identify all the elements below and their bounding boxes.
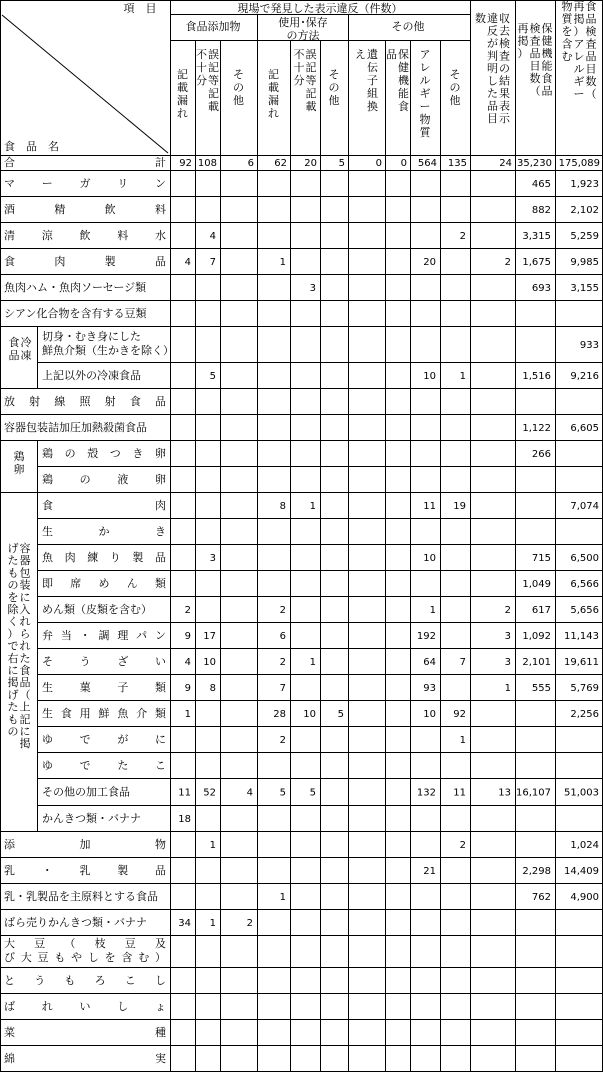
data-cell: 1 [504,683,511,694]
data-cell: 13 [498,787,511,799]
data-cell: 9,985 [570,257,599,268]
row-label: ゆ で た こ [42,759,166,772]
data-cell: 2,102 [570,205,599,216]
row-label-2: 鮮魚介類（生かきを除く） [42,344,174,357]
data-cell: 2 [279,735,286,746]
row-label: 魚肉ハム・魚肉ソーセージ類 [4,281,147,294]
data-cell: 16,107 [516,787,551,799]
svg-text:容器包装に入れられた食品（上記に掲げたものを除く）で右に掲げ: 容器包装に入れられた食品（上記に掲げたものを除く）で右に掲げたもの [7,542,31,751]
data-cell: 1,049 [522,579,551,590]
header-gm [355,47,378,113]
row-label: マ ー ガ リ ン [4,177,166,190]
data-cell: 4 [209,231,216,242]
data-cell: 10 [303,709,316,720]
data-cell: 5,656 [570,605,599,616]
header-health [386,47,410,113]
header-other: その他 [449,68,461,107]
total-cell: 24 [499,158,512,169]
svg-text:誤記等記載不十分: 誤記等記載不十分 [293,48,317,113]
data-cell: 5 [279,787,286,799]
data-cell: 19,611 [564,657,599,668]
data-cell: 1,675 [522,257,551,268]
data-cell: 1 [459,371,466,382]
data-cell: 51,003 [564,787,599,799]
row-label: 乳・乳製品を主原料とする食品 [4,890,158,903]
data-cell: 2 [459,840,466,851]
data-cell: 10 [423,371,436,382]
data-cell: 5 [209,371,216,382]
row-label: ゆ で が に [42,733,166,746]
data-cell: 1 [309,657,316,668]
data-cell: 1 [429,605,436,616]
data-cell: 7 [459,657,466,668]
data-cell: 9 [184,631,191,642]
row-label: 生 か き [42,525,166,538]
total-cell: 35,230 [517,158,552,169]
total-cell: 6 [247,158,254,169]
row-label: 生 菓 子 類 [42,681,166,694]
total-cell: 5 [338,158,345,169]
data-cell: 1 [279,257,286,268]
data-cell: 1 [184,709,191,720]
data-cell: 34 [178,918,191,929]
data-cell: 7 [279,683,286,694]
data-cell: 28 [273,709,286,720]
data-cell: 2,101 [522,657,551,668]
data-cell: 192 [416,631,436,642]
data-cell: 8 [279,501,286,512]
data-cell: 2,298 [522,866,551,877]
total-cell: 92 [179,158,192,169]
data-cell: 1 [209,840,216,851]
data-cell: 6,566 [570,579,599,590]
data-cell: 11 [178,787,191,799]
data-cell: 715 [531,553,551,564]
row-label: 大 豆 （ 枝 豆 及 [4,937,166,950]
corner-bottom-label: 食 品 名 [4,140,59,153]
svg-text:保健機能食品: 保健機能食品 [386,48,409,113]
data-cell: 5,259 [570,231,599,242]
data-cell: 11,143 [564,631,599,642]
row-label: そ う ざ い [42,655,166,668]
other-title: その他 [391,20,425,33]
data-cell: 6 [279,631,286,642]
data-cell: 11 [453,787,466,799]
group-label-frozen: 冷凍食品 [8,336,32,362]
data-cell: 1 [309,501,316,512]
row-label: 魚 肉 練 り 製 品 [42,551,166,564]
total-label: 合 [4,156,15,169]
data-cell: 64 [423,657,436,668]
data-cell: 4 [184,657,191,668]
data-cell: 20 [423,257,436,268]
svg-text:食品検査品目数（再掲）アレルギー物質を含む: 食品検査品目数（再掲）アレルギー物質を含む [561,0,597,101]
total-label-right: 計 [155,156,166,169]
row-label: 即 席 め ん 類 [42,577,166,590]
data-cell: 1 [279,892,286,903]
data-cell: 2 [504,605,511,616]
header-collected [475,11,511,125]
group-label-egg: 鶏卵 [13,450,25,476]
header-additive-other: その他 [233,68,244,107]
header-allergy: アレルギー物質 [419,48,431,139]
data-cell: 1,122 [522,423,551,434]
group-title: 現場で発見した表示違反（件数） [237,2,403,15]
header-health-count [518,21,554,98]
row-label: ば れ い し ょ [4,1000,166,1013]
total-cell: 20 [304,158,317,169]
total-cell: 175,089 [558,158,600,169]
svg-text:誤記等記載不十分: 誤記等記載不十分 [196,48,219,113]
svg-text:収去検査の結果表示違反が判明した品目数: 収去検査の結果表示違反が判明した品目数 [475,12,510,125]
corner-top-label: 項 目 [123,2,157,15]
data-cell: 6,605 [570,423,599,434]
row-label: 放 射 線 照 射 食 品 [4,395,166,408]
data-cell: 10 [203,657,216,668]
row-label: 綿 実 [4,1052,166,1065]
header-usage-error [294,48,317,113]
total-cell: 564 [417,158,437,169]
data-cell: 4 [184,257,191,268]
data-cell: 3,155 [570,283,599,294]
usage-title-2: の方法 [286,29,320,42]
data-cell: 17 [203,631,216,642]
data-cell: 21 [423,866,436,877]
data-cell: 52 [203,787,216,799]
row-label: 容器包装詰加圧加熱殺菌食品 [4,421,147,434]
data-cell: 693 [531,283,551,294]
row-label: 鶏 の 殻 つ き 卵 [42,447,166,460]
row-label: 菜 種 [4,1026,166,1039]
row-label: 上記以外の冷凍食品 [42,369,141,382]
data-cell: 9,216 [570,371,599,382]
data-cell: 19 [453,501,466,512]
row-label: その他の加工食品 [42,785,130,799]
data-cell: 10 [423,553,436,564]
data-cell: 5 [309,787,316,799]
data-cell: 92 [453,709,466,720]
row-label: と う も ろ こ し [4,974,166,987]
data-cell: 10 [423,709,436,720]
usage-title: 使用･保存 [278,16,328,29]
svg-text:遺伝子組換え: 遺伝子組換え [355,48,378,113]
total-cell: 0 [375,158,382,169]
header-usage-other: その他 [328,68,340,107]
data-cell: 2 [279,657,286,668]
data-cell: 1 [459,735,466,746]
data-cell: 4 [246,787,253,799]
data-cell: 5 [337,709,344,720]
data-cell: 6,500 [570,553,599,564]
table-border [1,1,603,1072]
data-cell: 9 [184,683,191,694]
data-cell: 3 [209,553,216,564]
data-cell: 4,900 [570,892,599,903]
row-label: 食 肉 製 品 [4,255,166,268]
data-cell: 7,074 [570,501,599,512]
data-cell: 2,256 [570,709,599,720]
data-cell: 1,092 [522,631,551,642]
row-label: 生 食 用 鮮 魚 介 類 [42,707,166,720]
total-cell: 0 [400,158,407,169]
data-cell: 2 [246,918,253,929]
data-cell: 882 [531,205,551,216]
total-cell: 135 [447,158,467,169]
row-label: めん類（皮類を含む） [42,603,152,616]
header-usage-omit: 記載漏れ [268,68,279,120]
data-cell: 3 [504,657,511,668]
total-cell: 62 [274,158,287,169]
data-cell: 132 [416,787,436,799]
data-cell: 18 [178,814,191,825]
row-label: 弁 当 ・ 調 理 パ ン [42,629,166,642]
data-cell: 2 [459,231,466,242]
data-cell: 3 [504,631,511,642]
data-cell: 5,769 [570,683,599,694]
header-additive-omit: 記載漏れ [177,68,188,120]
svg-text:保健機能食品検査品目数（再掲）: 保健機能食品検査品目数（再掲） [517,22,553,98]
data-cell: 2 [184,605,191,616]
additive-title: 食品添加物 [185,20,241,33]
row-label: 酒 精 飲 料 [4,203,166,216]
row-label: かんきつ類・バナナ [42,812,141,825]
row-label: 清 涼 飲 料 水 [4,229,166,242]
row-label: 切身・むき身にした [42,330,141,343]
row-label: 鶏 の 液 卵 [42,473,166,486]
data-cell: 3 [309,283,316,294]
data-cell: 3,315 [522,231,551,242]
data-cell: 1,923 [570,179,599,190]
data-cell: 617 [531,605,551,616]
row-label: 乳 ・ 乳 製 品 [4,864,166,877]
total-cell: 108 [197,158,217,169]
data-cell: 2 [279,605,286,616]
data-cell: 93 [423,683,436,694]
data-cell: 1,516 [522,371,551,382]
data-cell: 2 [504,257,511,268]
data-cell: 1,024 [570,840,599,851]
data-cell: 762 [531,892,551,903]
data-cell: 555 [531,683,551,694]
group-label-container [8,541,31,750]
header-allergy-count [562,0,597,101]
data-cell: 8 [209,683,216,694]
row-label: 添 加 物 [4,838,166,851]
data-cell: 1 [209,918,216,929]
data-cell: 465 [531,179,551,190]
corner-diagonal [2,15,168,153]
data-cell: 14,409 [564,866,599,877]
row-label: 食 肉 [42,499,166,512]
header-additive-error [196,48,219,113]
row-label: シアン化合物を含有する豆類 [4,307,147,320]
data-cell: 11 [423,501,436,512]
data-cell: 933 [579,340,599,351]
row-label: ばら売りかんきつ類・バナナ [4,916,147,929]
data-cell: 7 [209,257,216,268]
data-cell: 266 [531,449,551,460]
row-label-2: び 大 豆 も や し を 含 む ） [4,951,166,964]
